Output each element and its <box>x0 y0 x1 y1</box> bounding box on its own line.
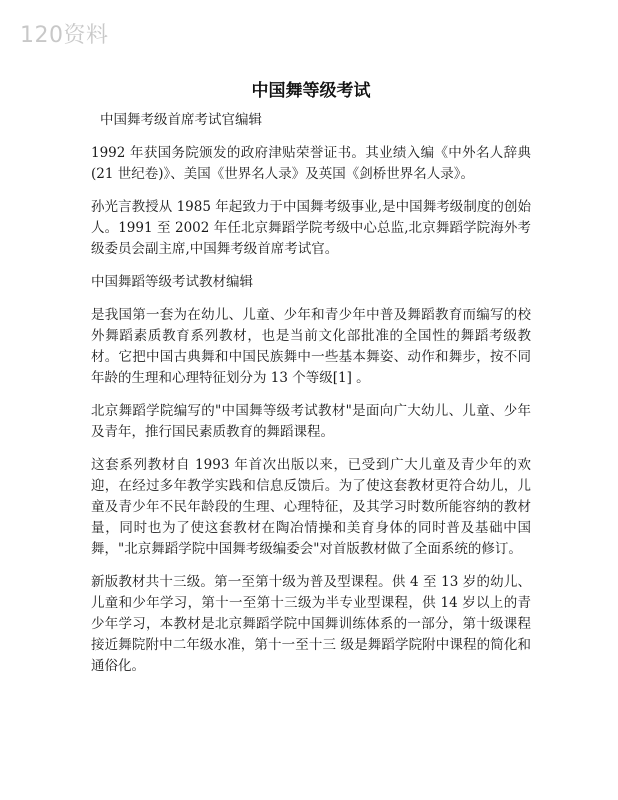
paragraph-textbook-intro: 是我国第一套为在幼儿、儿童、少年和青少年中普及舞蹈教育而编写的校外舞蹈素质教育系列教材，也是当前文化部批准的全国性的舞蹈考级教材。它把中国古典舞和中国民族舞中一些基本舞姿、动作和舞步，按不同年龄的生理和心理特征划分为 13 个等级[1] 。 <box>91 307 531 386</box>
paragraph-levels: 新版教材共十三级。第一至第十级为普及型课程。供 4 至 13 岁的幼儿、儿童和少年学习，第十一至第十三级为半专业型课程，供 14 岁以上的青少年学习，本教材是北京舞蹈学院中国舞训练体系的一部分，第十级课程接近舞院附中二年级水准，第十一至十三 级是舞蹈学院附中课程的简化和通俗化。 <box>91 574 531 674</box>
section-heading-editor: 中国舞考级首席考试官编辑 <box>100 112 262 128</box>
watermark-logo: 120资料 <box>20 23 109 48</box>
section-heading-textbook: 中国舞蹈等级考试教材编辑 <box>91 274 253 290</box>
paragraph-biography: 孙光言教授从 1985 年起致力于中国舞考级事业,是中国舞考级制度的创始人。1991 至 2002 年任北京舞蹈学院考级中心总监,北京舞蹈学院海外考级委员会副主席,中国舞考级首席考试官。 <box>91 199 531 257</box>
paragraph-honors: 1992 年获国务院颁发的政府津贴荣誉证书。其业绩入编《中外名人辞典(21 世纪卷)》、美国《世界名人录》及英国《剑桥世界名人录》。 <box>91 145 531 182</box>
document-title: 中国舞等级考试 <box>251 81 371 101</box>
paragraph-curriculum: 北京舞蹈学院编写的"中国舞等级考试教材"是面向广大幼儿、儿童、少年及青年，推行国民素质教育的舞蹈课程。 <box>91 403 531 440</box>
paragraph-revision: 这套系列教材自 1993 年首次出版以来，已受到广大儿童及青少年的欢迎，在经过多年教学实践和信息反馈后。为了使这套教材更符合幼儿，儿童及青少年不民年龄段的生理、心理特征，及其学习时数所能容纳的教材量，同时也为了使这套教材在陶冶情操和美育身体的同时普及基础中国舞，"北京舞蹈学院中国舞考级编委会"对首版教材做了全面系统的修订。 <box>91 457 531 557</box>
document-body <box>91 110 531 689</box>
